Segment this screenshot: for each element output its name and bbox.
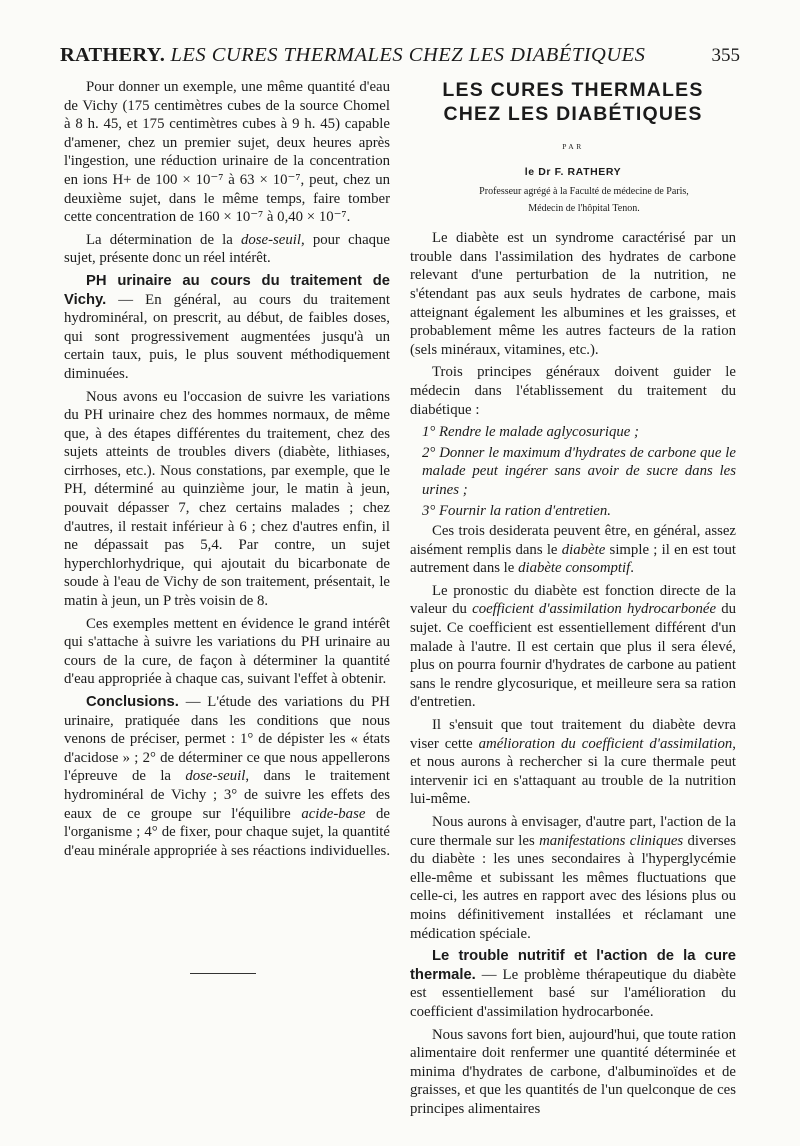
left-column bbox=[64, 78, 390, 864]
principle-item bbox=[410, 423, 736, 442]
header-title: LES CURES THERMALES CHEZ LES DIABÉTIQUES bbox=[170, 44, 646, 66]
article-title-line: CHEZ LES DIABÉTIQUES bbox=[443, 103, 703, 125]
header-author: RATHERY. bbox=[60, 44, 166, 66]
paragraph bbox=[410, 582, 736, 712]
section-paragraph bbox=[64, 272, 390, 384]
text: , dans le traitement hydrominéral de Vichy ; 3° de suivre les effets des eaux de ce groupe sur l'équilibre bbox=[64, 768, 390, 822]
paragraph: Le diabète est un syndrome caractérisé par un trouble dans l'assimilation des hydrates de carbone relevant d'une perturbation de la nutrition, ne s'étendant pas aux seuls hydrates de carbone, mais atteignant également les albumines et les graisses, et probablement même les autres facteurs de la ration (sels minéraux, vitamines, etc.). bbox=[410, 230, 736, 358]
header-title-block bbox=[60, 44, 645, 67]
principle-text: 1° Rendre le malade aglycosurique ; bbox=[422, 424, 639, 441]
principle-item bbox=[410, 502, 736, 521]
text: Le pronostic du diabète est fonction directe de la valeur du bbox=[410, 582, 736, 618]
text: de l'organisme ; 4° de fixer, pour chaque sujet, la quantité d'eau minérale appropriée à ses réactions individuelles. bbox=[64, 805, 391, 859]
paragraph bbox=[64, 231, 390, 268]
article-author: le Dr F. RATHERY bbox=[524, 165, 622, 178]
text: — Le problème thérapeutique du diabète est essentiellement basé sur l'amélioration du coefficient d'assimilation hydrocarbonée. bbox=[410, 966, 736, 1020]
emphasis: diabète consomptif bbox=[518, 560, 631, 577]
conclusions-heading: Conclusions. bbox=[86, 694, 179, 710]
by-label: PAR bbox=[562, 142, 584, 151]
emphasis: coefficient d'assimilation hydrocarbonée bbox=[472, 601, 717, 618]
section-paragraph bbox=[410, 947, 736, 1021]
text: diverses du diabète : les unes secondaires à l'hyperglycémie elle-même et subissant les mêmes fluctuations que celle-ci, les autres en rapport avec des lésions plus ou moins définitivement installées et réclamant une médication spéciale. bbox=[410, 832, 736, 942]
paragraph bbox=[410, 716, 736, 809]
principle-item bbox=[410, 444, 736, 500]
text: . bbox=[630, 560, 634, 577]
emphasis: dose-seuil bbox=[241, 231, 301, 248]
right-column bbox=[410, 78, 736, 1123]
emphasis: dose-seuil bbox=[185, 768, 246, 785]
paragraph: Trois principes généraux doivent guider le médecin dans l'établissement du traitement du diabétique : bbox=[410, 364, 736, 418]
paragraph: Nous avons eu l'occasion de suivre les variations du PH urinaire chez des hommes normaux, de même que, à des étapes différentes du traitement, chez des sujets atteints de troubles divers (diabète, lithiases, cirrhoses, etc.). Nous constations, par exemple, que le PH, déterminé au quinzième jour, le matin à jeun, pouvait dépasser 7, chez certains malades ; chez d'autres, il restait inférieur à 6 ; chez d'autres enfin, il ne dépassait pas 5,4. Par contre, un sujet hyperchlorhydrique, qui ajoutait du bicarbonate de soude à l'eau de Vichy de son traitement, présentait, le matin à jeun, un P très voisin de 8. bbox=[64, 388, 390, 610]
paragraph bbox=[410, 522, 736, 578]
text: Nous aurons à envisager, d'autre part, l'action de la cure thermale sur les bbox=[410, 814, 736, 849]
text: Ces trois desiderata peuvent être, en général, assez aisément remplis dans le bbox=[410, 523, 736, 558]
text: , et nous aurons à rechercher si la cure thermale peut intervenir ici en s'attaquant au trouble de la nutrition lui-même. bbox=[410, 735, 736, 808]
emphasis: acide-base bbox=[301, 805, 366, 822]
principle-text: 3° Fournir la ration d'entretien. bbox=[422, 502, 611, 519]
paragraph: Pour donner un exemple, une même quantité d'eau de Vichy (175 centimètres cubes de la source Chomel à 8 h. 45, et 175 centimètres cubes à 9 h. 45) capable d'amener, chez un premier sujet, deux heures après l'ingestion, une réduction urinaire de la concentration en ions H+ de 100 × 10⁻⁷ à 63 × 10⁻⁷, peut, chez un deuxième sujet, dans le même temps, faire tomber cette concentration de 160 × 10⁻⁷ à 0,40 × 10⁻⁷. bbox=[64, 79, 390, 226]
text: — En général, au cours du traitement hydrominéral, on prescrit, au début, de faibles doses, qui sont progressivement augmentées jusqu'à un certain taux, puis, le plus souvent méthodiquement diminuées. bbox=[64, 291, 390, 382]
affiliation-line: Médecin de l'hôpital Tenon. bbox=[528, 203, 640, 215]
paragraph: Nous savons fort bien, aujourd'hui, que toute ration alimentaire doit renfermer une quantité déterminée et minima d'hydrates de carbone, d'albuminoïdes et de graisses, et que les quantités de l'un quelconque de ces principes alimentaires bbox=[410, 1026, 736, 1117]
affiliation-line: Professeur agrégé à la Faculté de médecine de Paris, bbox=[479, 186, 689, 198]
emphasis: amélioration du coefficient d'assimilation bbox=[478, 735, 733, 752]
section-heading: Le trouble nutritif et l'action de la cure thermale. bbox=[410, 948, 736, 983]
article-title bbox=[410, 78, 736, 126]
text: La détermination de la bbox=[86, 231, 241, 248]
article-title-line: LES CURES THERMALES bbox=[442, 79, 704, 101]
emphasis: manifestations cliniques bbox=[539, 832, 684, 849]
running-header bbox=[60, 44, 740, 67]
section-heading: PH urinaire au cours du traitement de Vichy. bbox=[64, 272, 390, 308]
page-number: 355 bbox=[711, 45, 740, 66]
paragraph: Ces exemples mettent en évidence le grand intérêt qui s'attache à suivre les variations du PH urinaire au cours de la cure, de façon à déterminer la quantité d'eau appropriée à chaque cas, suivant l'effet à obtenir. bbox=[64, 615, 390, 688]
paragraph bbox=[410, 813, 736, 943]
text: Il s'ensuit que tout traitement du diabète devra viser cette bbox=[410, 717, 736, 752]
end-of-article-rule bbox=[190, 973, 256, 974]
text: du sujet. Ce coefficient est essentiellement différent d'un malade à l'autre. Il est certain que plus il sera élevé, plus on pourra fournir d'hydrates de carbone au patient sans le rendre glycosurique, et meilleure sera sa ration d'entretien. bbox=[410, 601, 736, 711]
author-affiliation bbox=[410, 185, 736, 215]
text: simple ; il en est tout autrement dans le bbox=[410, 541, 736, 577]
principle-text: 2° Donner le maximum d'hydrates de carbone que le malade peut ingérer sans avoir de sucre dans les urines ; bbox=[422, 444, 736, 498]
text: — L'étude des variations du PH urinaire, pratiquée dans les conditions que nous venons de préciser, permet : 1° de dépister les « états d'acidose » ; 2° de déterminer ce que nous appellerons l'épreuve de la bbox=[64, 694, 390, 785]
conclusions-paragraph bbox=[64, 693, 390, 860]
text: , pour chaque sujet, présente donc un réel intérêt. bbox=[64, 231, 390, 267]
emphasis: diabète bbox=[561, 541, 606, 558]
